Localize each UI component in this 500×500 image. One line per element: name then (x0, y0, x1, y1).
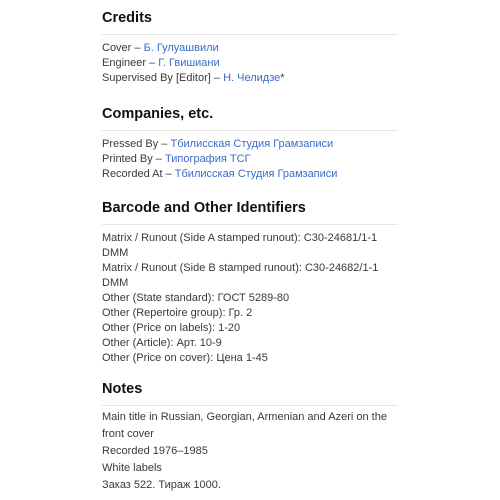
companies-section (102, 105, 398, 182)
company-role: Printed By (102, 153, 153, 165)
company-dash: – (152, 153, 165, 165)
note-item: White labels (102, 462, 162, 474)
note-item: Заказ 522. Тираж 1000. (102, 479, 221, 491)
company-row (102, 152, 398, 167)
credit-dash: – (131, 42, 144, 54)
company-row (102, 137, 398, 152)
company-link[interactable]: Тбилисская Студия Грамзаписи (174, 168, 338, 180)
credit-dash: – (146, 57, 159, 69)
credit-row (102, 71, 398, 86)
credit-row (102, 56, 398, 71)
credit-artist-link[interactable]: Н. Челидзе (223, 72, 281, 84)
company-dash: – (162, 168, 175, 180)
credit-role: Cover (102, 42, 132, 54)
company-row (102, 167, 398, 182)
credits-section (102, 9, 398, 86)
credit-artist-link[interactable]: Б. Гулуашвили (143, 42, 219, 54)
note-item: Recorded 1976–1985 (102, 445, 208, 457)
company-role: Pressed By (102, 138, 159, 150)
company-dash: – (158, 138, 171, 150)
identifiers-section (102, 199, 398, 366)
notes-heading: Notes (102, 381, 143, 397)
notes-section (102, 380, 398, 494)
credits-heading: Credits (102, 10, 152, 26)
identifiers-divider (102, 224, 398, 225)
identifier-row: Other (Price on labels): 1-20 (102, 322, 241, 334)
identifier-row: Matrix / Runout (Side A stamped runout): С30-24681/1-1 DMM (102, 232, 378, 259)
credit-role: Engineer (102, 57, 147, 69)
companies-heading: Companies, etc. (102, 106, 214, 122)
identifiers-heading: Barcode and Other Identifiers (102, 200, 306, 216)
identifier-row: Other (Article): Арт. 10-9 (102, 337, 222, 349)
credit-artist-link[interactable]: Г. Гвишиани (158, 57, 220, 69)
company-link[interactable]: Тбилисская Студия Грамзаписи (170, 138, 334, 150)
credit-role: Supervised By [Editor] (102, 72, 211, 84)
companies-divider (102, 130, 398, 131)
credit-dash: – (210, 72, 224, 84)
identifier-row: Matrix / Runout (Side B stamped runout): С30-24682/1-1 DMM (102, 262, 379, 289)
company-link[interactable]: Типография ТСГ (164, 153, 251, 165)
identifier-row: Other (State standard): ГОСТ 5289-80 (102, 292, 290, 304)
credit-row (102, 41, 398, 56)
company-role: Recorded At (102, 168, 163, 180)
identifier-row: Other (Repertoire group): Гр. 2 (102, 307, 253, 319)
identifier-row: Other (Price on cover): Цена 1-45 (102, 352, 268, 364)
notes-divider (102, 405, 398, 406)
note-item: Main title in Russian, Georgian, Armenian and Azeri on the front cover (102, 411, 387, 440)
credit-asterisk: * (280, 72, 285, 84)
credits-divider (102, 34, 398, 35)
